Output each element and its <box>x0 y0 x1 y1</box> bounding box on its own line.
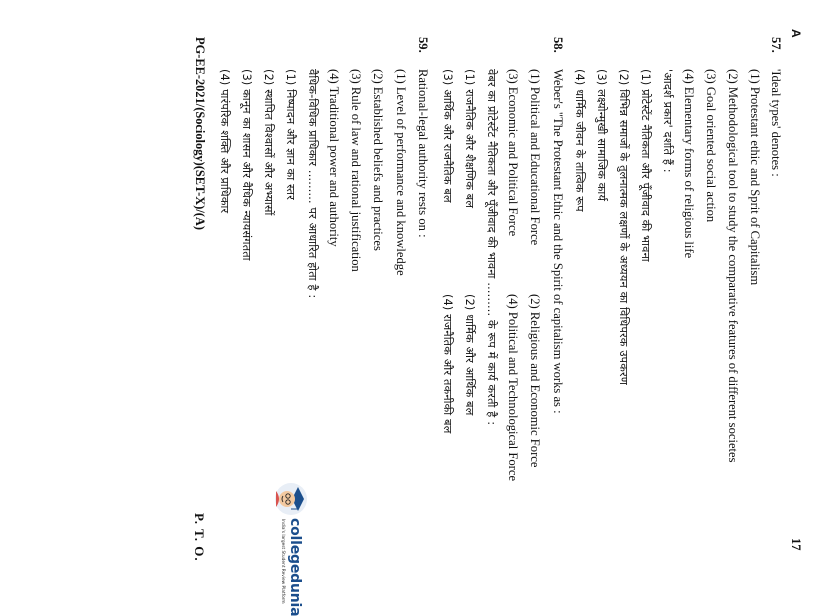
question-stem-hindi: वेबर का प्रोटेस्टेंट नैतिकता और पूँजीवाद की भावना ......... के रूप में कार्य करती है : <box>485 69 498 426</box>
option-en: (2) Religious and Economic Force <box>528 294 542 468</box>
option-hi: (1) निष्पादन और ज्ञान का स्तर <box>284 69 297 201</box>
page-number: 17 <box>789 538 803 551</box>
option-hi: (4) धार्मिक जीवन के तात्विक रूप <box>573 69 586 212</box>
option-en: (4) Elementary forms of religious life <box>682 69 696 259</box>
question-stem-hindi: वैधिक-विधिक प्राधिकार ......... पर आधारित होता है : <box>306 69 319 299</box>
option-hi: (2) स्थापित विश्वासों और अभ्यासों <box>262 69 275 216</box>
option-en: (1) Level of performance and knowledge <box>394 69 408 276</box>
question-stem: Weber's "The Protestant Ethic and the Spirit of capitalism works as : <box>551 69 565 414</box>
option-hi: (3) आर्थिक और राजनैतिक बल <box>441 69 454 203</box>
option-hi: (4) राजनैतिक और तकनीकी बल <box>441 294 454 434</box>
option-hi: (3) लक्ष्योन्मुखी सामाजिक कार्य <box>595 69 608 202</box>
question-stem: 'Ideal types' denotes : <box>769 69 783 177</box>
option-en: (3) Goal oriented social action <box>704 69 718 223</box>
paper-code: PG-EE-2021/(Sociology)(SET-X)/(A) <box>193 37 207 230</box>
option-en: (4) Political and Technological Force <box>506 294 520 482</box>
option-hi: (4) पारंपरिक शक्ति और प्राधिकार <box>218 69 231 214</box>
logo-name: collegedunia <box>287 518 303 616</box>
logo-tagline: India's largest Student Review Platform <box>280 519 285 604</box>
option-en: (3) Rule of law and rational justification <box>349 69 363 272</box>
option-hi: (1) राजनैतिक और शैक्षणिक बल <box>463 69 476 209</box>
question-stem-hindi: 'आदर्श प्रकार' दर्शाते हैं : <box>661 69 674 173</box>
option-en: (1) Protestant ethic and Sprit of Capitalism <box>748 69 762 286</box>
question-stem: Rational-legal authority rests on : <box>416 69 430 238</box>
option-hi: (2) विभिन्न समाजों के तुलनात्मक लक्षणों के अध्ययन का विधिपरक उपकरण <box>617 69 630 386</box>
option-en: (3) Economic and Political Force <box>506 69 520 237</box>
collegedunia-logo <box>268 482 310 616</box>
option-hi: (3) कानून का शासन और वैधिक न्यायसंगतता <box>240 69 253 261</box>
option-en: (2) Established beliefs and practices <box>371 69 385 251</box>
option-hi: (1) प्रोटेस्टेंट नैतिकता और पूँजीवाद की भावना <box>639 69 652 262</box>
graduate-mascot-icon <box>274 482 308 516</box>
option-en: (2) Methodological tool to study the comparative features of different societes <box>726 69 740 463</box>
question-number: 57. <box>769 37 783 53</box>
option-en: (1) Political and Educational Force <box>528 69 542 246</box>
question-number: 58. <box>551 37 565 53</box>
question-number: 59. <box>416 37 430 53</box>
pto-label: P. T. O. <box>192 513 207 562</box>
option-en: (4) Traditional power and authority <box>327 69 341 247</box>
section-letter: A <box>789 29 803 38</box>
option-hi: (2) धार्मिक और आर्थिक बल <box>463 294 476 416</box>
